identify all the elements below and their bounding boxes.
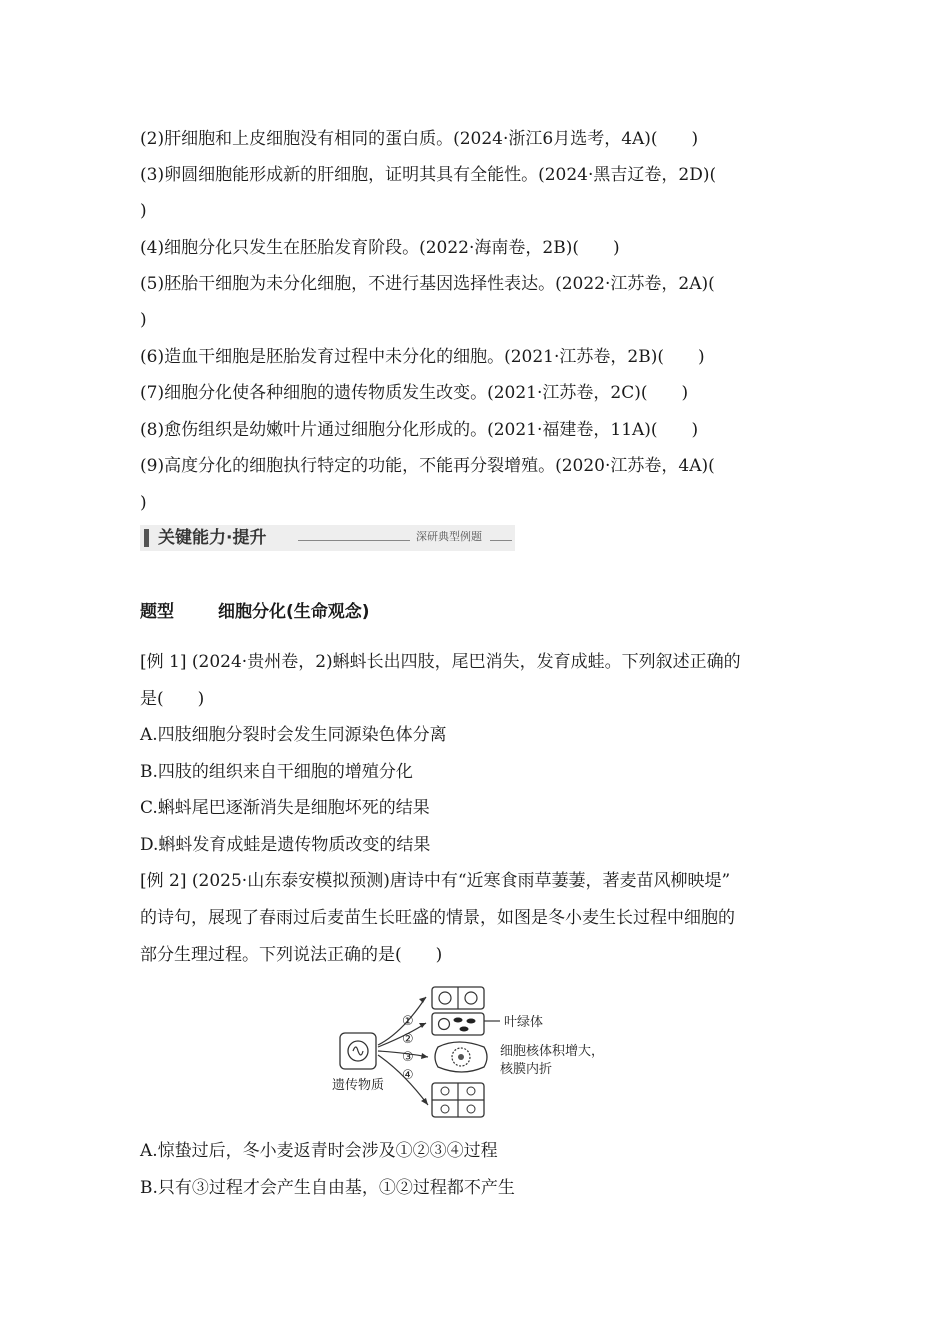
chloroplast-label: 叶绿体 — [504, 1015, 544, 1030]
section-banner — [140, 525, 515, 551]
banner-rule — [298, 540, 410, 541]
banner-title: 关键能力·提升 — [158, 528, 267, 548]
arrowheads — [419, 997, 428, 1105]
review-item-8: (8)愈伤组织是幼嫩叶片通过细胞分化形成的。(2021·福建卷，11A)( ) — [140, 420, 699, 440]
path-label-1: ① — [402, 1014, 414, 1029]
path-label-2: ② — [402, 1032, 414, 1047]
path-label-3: ③ — [402, 1050, 414, 1065]
review-item-9-cont: ) — [140, 493, 147, 513]
example2-stem-1: [例 2] (2025·山东泰安模拟预测)唐诗中有“近寒食雨草萋萋，著麦苗风柳映堤” — [140, 871, 731, 891]
example1-option-b: B.四肢的组织来自干细胞的增殖分化 — [140, 762, 413, 782]
banner-tag: 深研典型例题 — [416, 530, 482, 543]
section-heading-topic: 细胞分化(生命观念) — [218, 602, 370, 622]
review-item-4: (4)细胞分化只发生在胚胎发育阶段。(2022·海南卷，2B)( ) — [140, 238, 620, 258]
aging-cell — [435, 1042, 487, 1072]
chloroplast-cell — [432, 1013, 500, 1035]
review-item-3: (3)卵圆细胞能形成新的肝细胞，证明其具有全能性。(2024·黑吉辽卷，2D)( — [140, 165, 717, 185]
review-item-5: (5)胚胎干细胞为未分化细胞，不进行基因选择性表达。(2022·江苏卷，2A)( — [140, 274, 715, 294]
nucleus-label-1: 细胞核体积增大， — [500, 1044, 605, 1059]
path-label-4: ④ — [402, 1068, 414, 1083]
cell-process-figure — [330, 985, 660, 1124]
example1-stem-1: [例 1] (2024·贵州卷，2)蝌蚪长出四肢，尾巴消失，发育成蛙。下列叙述正确的 — [140, 652, 741, 672]
tissue-cells — [432, 1083, 484, 1117]
example2-stem-2: 的诗句，展现了春雨过后麦苗生长旺盛的情景，如图是冬小麦生长过程中细胞的 — [140, 908, 735, 928]
banner-rule-end — [490, 540, 512, 541]
example2-option-a: A.惊蛰过后，冬小麦返青时会涉及①②③④过程 — [140, 1141, 498, 1161]
review-item-2: (2)肝细胞和上皮细胞没有相同的蛋白质。(2024·浙江6月选考，4A)( ) — [140, 129, 699, 149]
nucleus-label-2: 核膜内折 — [500, 1062, 553, 1077]
source-cell — [340, 1033, 376, 1069]
review-item-3-cont: ) — [140, 201, 147, 221]
example2-stem-3: 部分生理过程。下列说法正确的是( ) — [140, 945, 443, 965]
example1-option-c: C.蝌蚪尾巴逐渐消失是细胞坏死的结果 — [140, 798, 430, 818]
review-item-6: (6)造血干细胞是胚胎发育过程中未分化的细胞。(2021·江苏卷，2B)( ) — [140, 347, 705, 367]
review-item-5-cont: ) — [140, 310, 147, 330]
review-item-9: (9)高度分化的细胞执行特定的功能，不能再分裂增殖。(2020·江苏卷，4A)( — [140, 456, 715, 476]
source-label: 遗传物质 — [332, 1078, 385, 1093]
example1-option-a: A.四肢细胞分裂时会发生同源染色体分离 — [140, 725, 447, 745]
example2-option-b: B.只有③过程才会产生自由基，①②过程都不产生 — [140, 1178, 515, 1198]
banner-bar — [144, 529, 149, 547]
section-heading-label: 题型 — [140, 602, 174, 622]
divided-cells — [432, 987, 484, 1009]
example1-option-d: D.蝌蚪发育成蛙是遗传物质改变的结果 — [140, 835, 431, 855]
cell-process-diagram — [330, 985, 660, 1120]
review-item-7: (7)细胞分化使各种细胞的遗传物质发生改变。(2021·江苏卷，2C)( ) — [140, 383, 689, 403]
example1-stem-2: 是( ) — [140, 689, 205, 709]
